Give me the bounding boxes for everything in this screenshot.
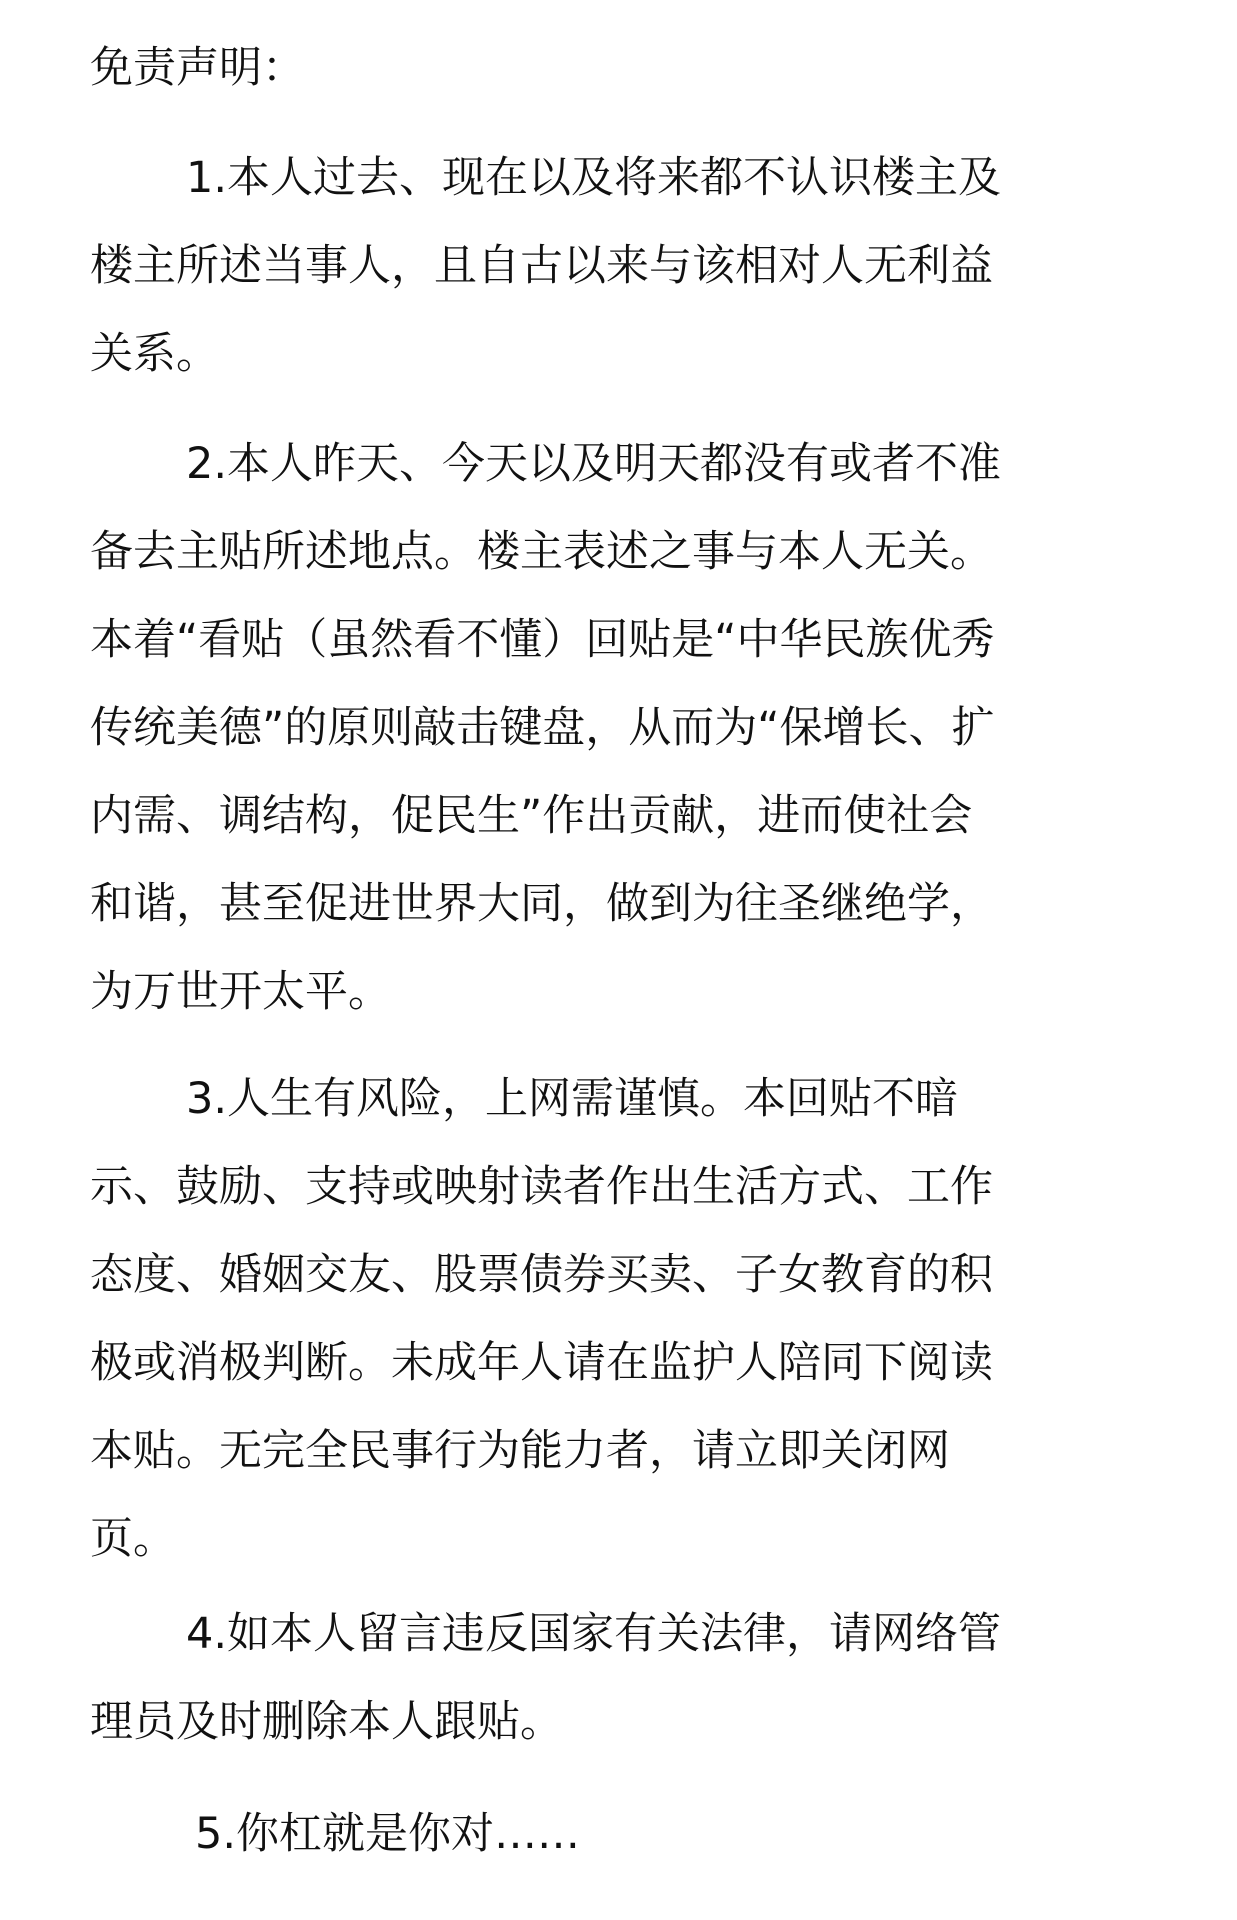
paragraph-line: 和谐，甚至促进世界大同，做到为往圣继绝学， bbox=[90, 879, 993, 929]
paragraph-line: 理员及时删除本人跟贴。 bbox=[90, 1697, 563, 1747]
disclaimer-item-4 bbox=[90, 1590, 1150, 1766]
disclaimer-item-5 bbox=[90, 1790, 1150, 1878]
paragraph-line: 关系。 bbox=[90, 329, 219, 379]
paragraph-line: 本着“看贴（虽然看不懂）回贴是“中华民族优秀 bbox=[90, 615, 995, 665]
document-title: 免责声明： bbox=[90, 43, 305, 93]
paragraph-line: 1.本人过去、现在以及将来都不认识楼主及 bbox=[186, 153, 1002, 203]
paragraph-line: 5.你杠就是你对…… bbox=[195, 1809, 581, 1859]
paragraph-line: 本贴。无完全民事行为能力者，请立即关闭网 bbox=[90, 1426, 950, 1476]
paragraph-line: 示、鼓励、支持或映射读者作出生活方式、工作 bbox=[90, 1162, 993, 1212]
disclaimer-item-1 bbox=[90, 134, 1150, 398]
paragraph-line: 极或消极判断。未成年人请在监护人陪同下阅读 bbox=[90, 1338, 993, 1388]
paragraph-line: 备去主贴所述地点。楼主表述之事与本人无关。 bbox=[90, 527, 993, 577]
paragraph-line: 态度、婚姻交友、股票债券买卖、子女教育的积 bbox=[90, 1250, 993, 1300]
paragraph-line: 楼主所述当事人，且自古以来与该相对人无利益 bbox=[90, 241, 993, 291]
disclaimer-item-2 bbox=[90, 420, 1150, 1036]
paragraph-line: 3.人生有风险，上网需谨慎。本回贴不暗 bbox=[186, 1074, 959, 1124]
paragraph-line: 为万世开太平。 bbox=[90, 967, 391, 1017]
paragraph-line: 传统美德”的原则敲击键盘，从而为“保增长、扩 bbox=[90, 703, 995, 753]
disclaimer-item-3 bbox=[90, 1055, 1150, 1583]
paragraph-line: 4.如本人留言违反国家有关法律，请网络管 bbox=[186, 1609, 1002, 1659]
paragraph-line: 页。 bbox=[90, 1514, 176, 1564]
paragraph-line: 内需、调结构，促民生”作出贡献，进而使社会 bbox=[90, 791, 973, 841]
paragraph-line: 2.本人昨天、今天以及明天都没有或者不准 bbox=[186, 439, 1002, 489]
